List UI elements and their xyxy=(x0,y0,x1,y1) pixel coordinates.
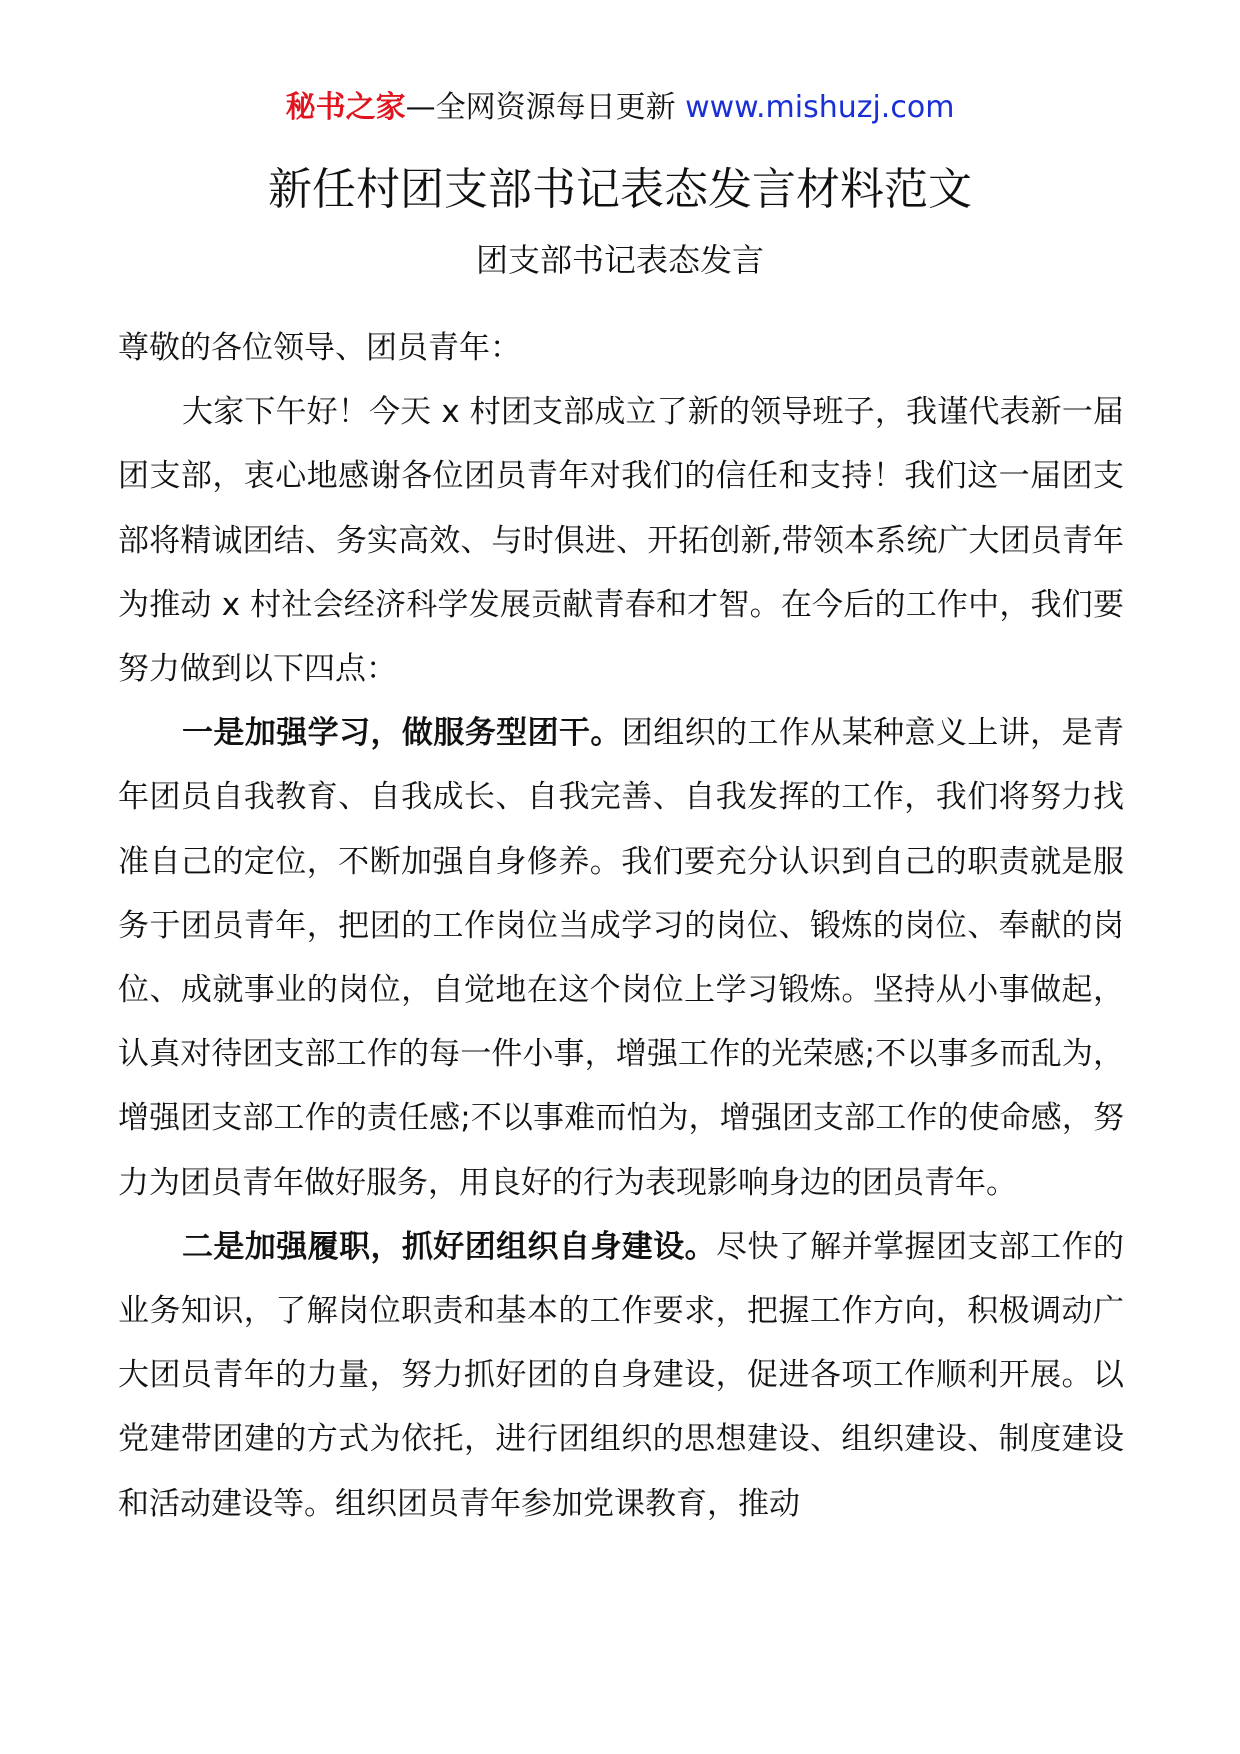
document-title: 新任村团支部书记表态发言材料范文 xyxy=(268,164,972,215)
intro-paragraph: 大家下午好！今天 x 村团支部成立了新的领导班子，我谨代表新一届团支部，衷心地感谢各位团员青年对我们的信任和支持！我们这一届团支部将精诚团结、务实高效、与时俱进、开拓创新,带领本系统广大团员青年为推动 x 村社会经济科学发展贡献青春和才智。在今后的工作中，我们要努力做到以下四点： xyxy=(118,394,1124,688)
point-1-paragraph xyxy=(118,701,1124,1215)
header-slogan: —全网资源每日更新 xyxy=(405,90,676,125)
brand-name: 秘书之家 xyxy=(285,90,406,125)
point-2-text: 尽快了解并掌握团支部工作的业务知识，了解岗位职责和基本的工作要求，把握工作方向，积极调动广大团员青年的力量，努力抓好团的自身建设，促进各项工作顺利开展。以党建带团建的方式为依托，进行团组织的思想建设、组织建设、制度建设和活动建设等。组织团员青年参加党课教育，推动 xyxy=(118,1228,1125,1522)
salutation: 尊敬的各位领导、团员青年： xyxy=(118,330,521,366)
point-2-heading: 二是加强履职，抓好团组织自身建设。 xyxy=(182,1228,717,1265)
site-header xyxy=(0,88,1240,128)
document-subtitle: 团支部书记表态发言 xyxy=(475,241,764,279)
point-1-heading: 一是加强学习，做服务型团干。 xyxy=(182,715,622,752)
site-url-link[interactable]: www.mishuzj.com xyxy=(675,90,955,125)
document-body xyxy=(118,316,1124,1536)
point-2-paragraph xyxy=(118,1215,1124,1536)
point-1-text: 团组织的工作从某种意义上讲，是青年团员自我教育、自我成长、自我完善、自我发挥的工作，我们将努力找准自己的定位，不断加强自身修养。我们要充分认识到自己的职责就是服务于团员青年，把团的工作岗位当成学习的岗位、锻炼的岗位、奉献的岗位、成就事业的岗位，自觉地在这个岗位上学习锻炼。坚持从小事做起，认真对待团支部工作的每一件小事，增强工作的光荣感;不以事多而乱为，增强团支部工作的责任感;不以事难而怕为，增强团支部工作的使命感，努力为团员青年做好服务，用良好的行为表现影响身边的团员青年。 xyxy=(118,715,1125,1201)
